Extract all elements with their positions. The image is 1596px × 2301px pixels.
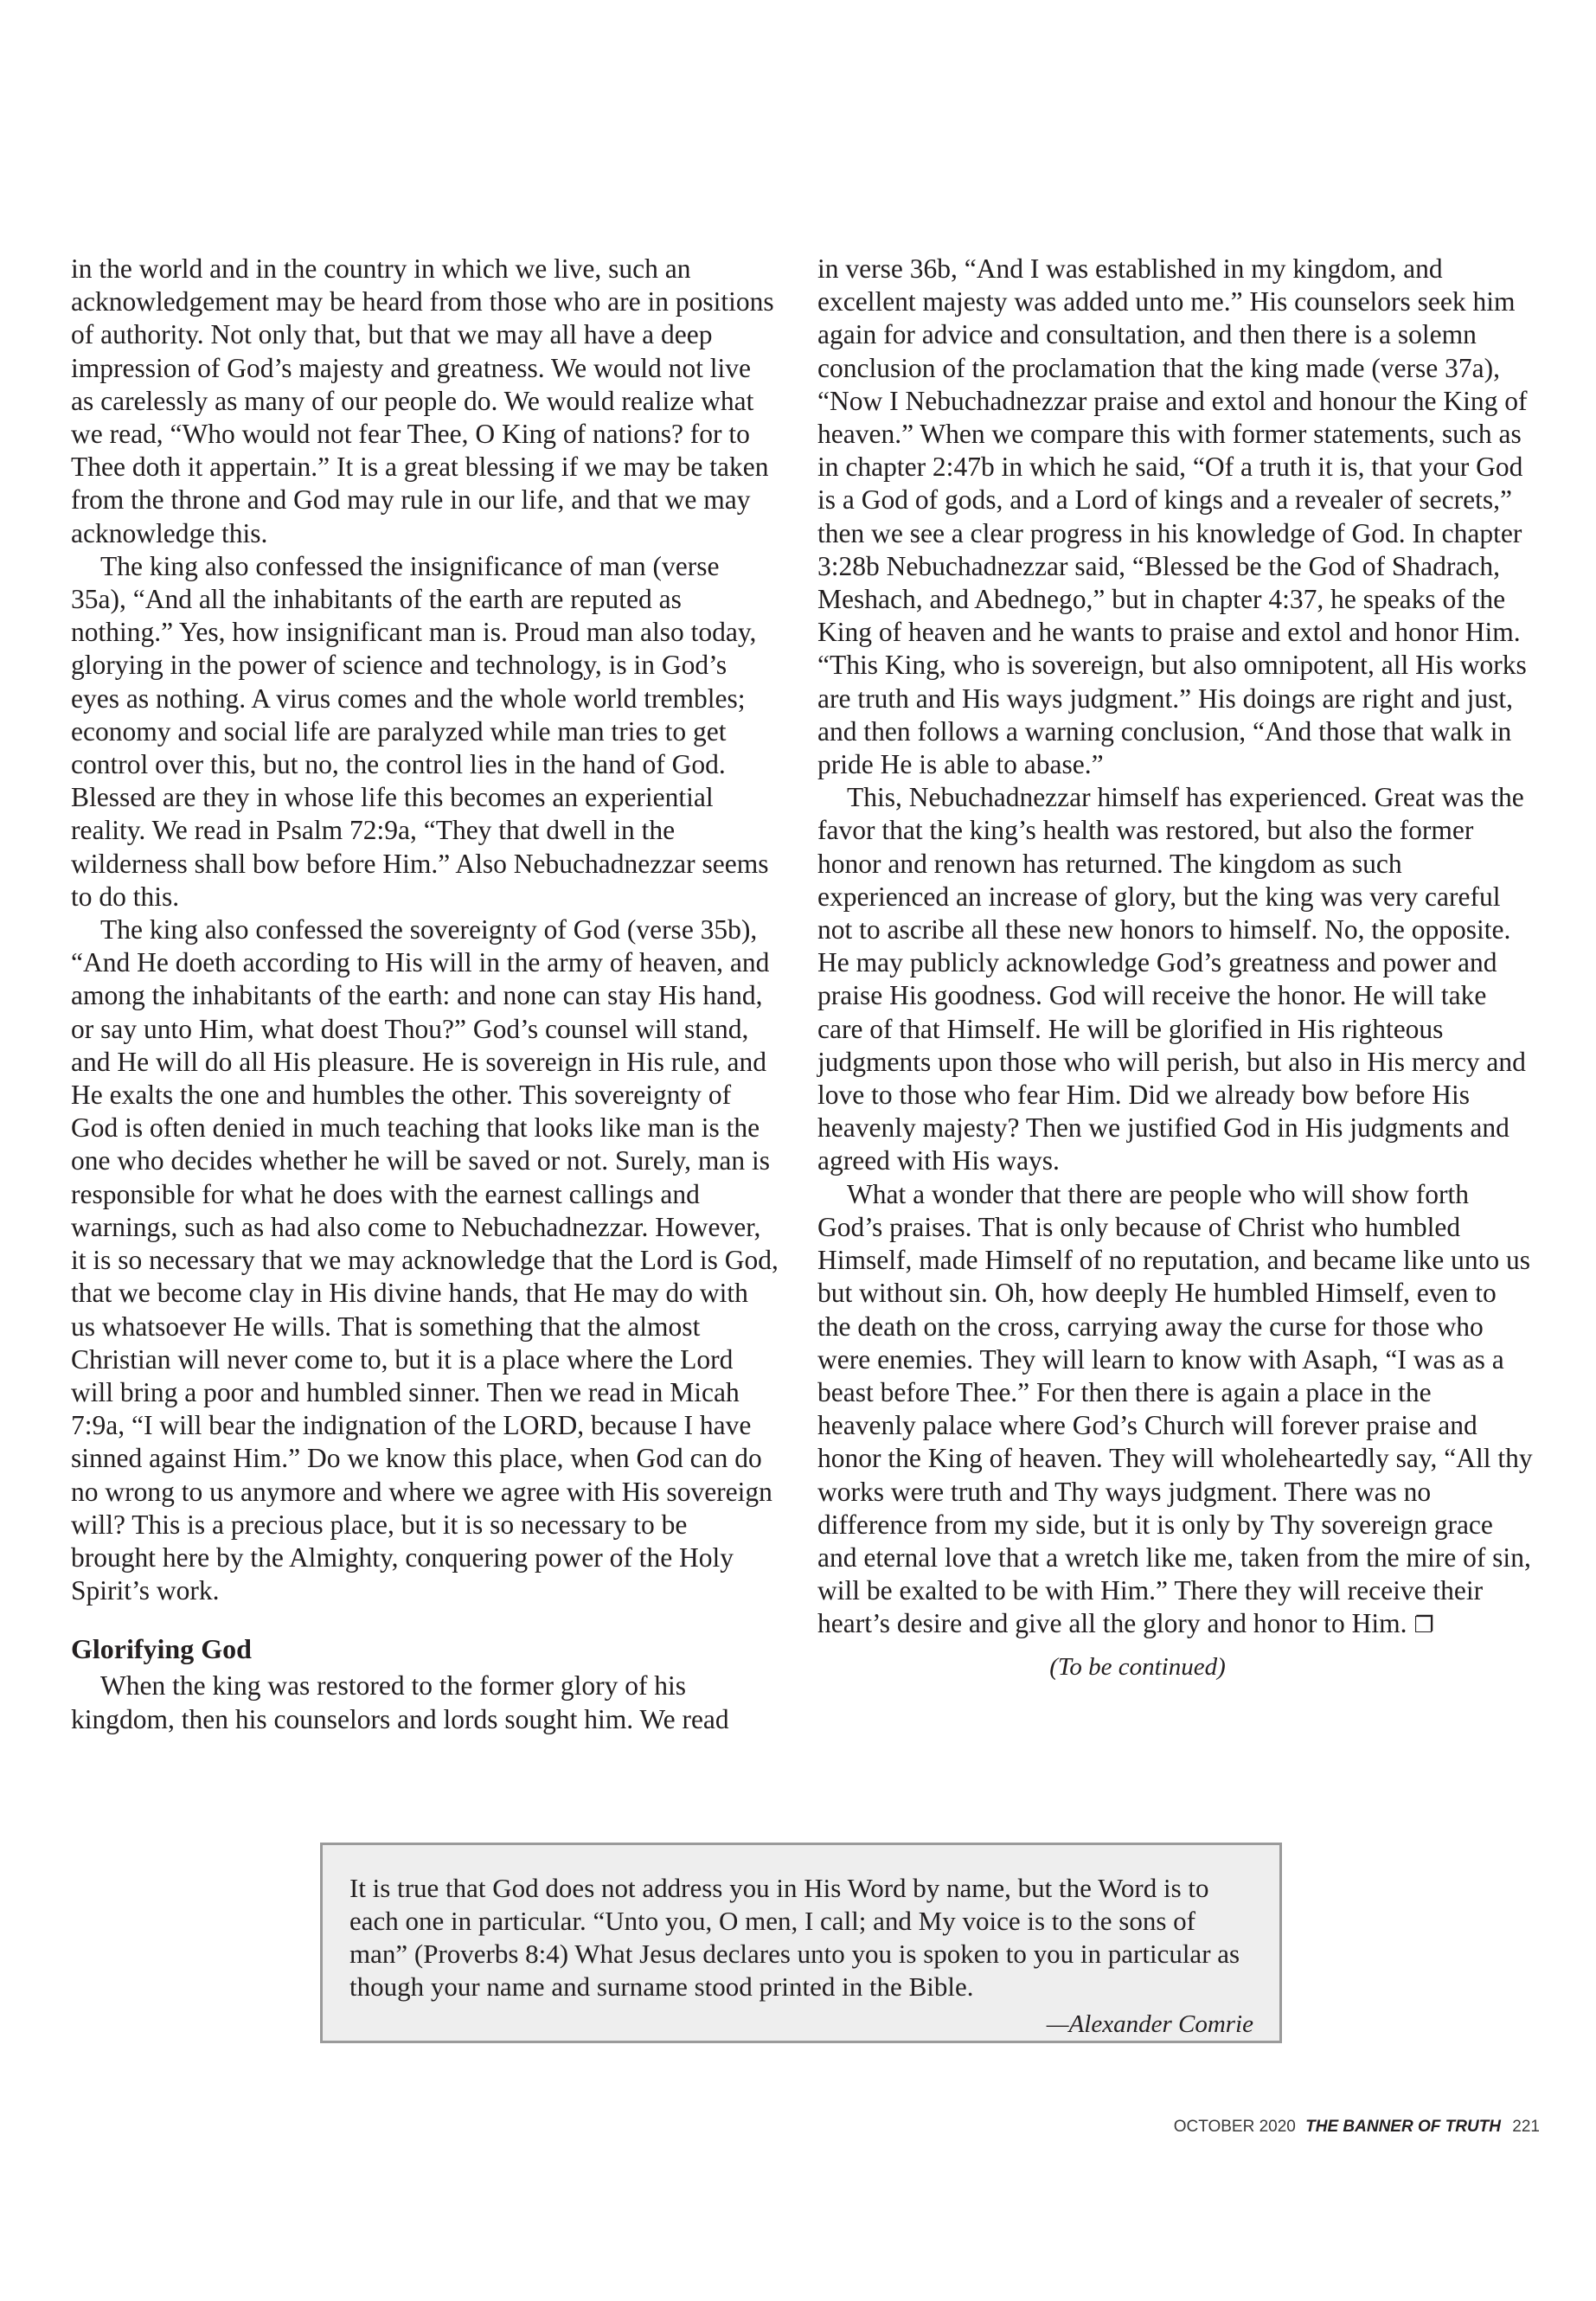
left-paragraph-3: The king also confessed the sovereignty of God (verse 35b), “And He doeth according to His will in the army of heaven, and among the inhabitants of the earth: and none can stay His hand, or say unto Him, what doest Thou?” God’s counsel will stand, and He will do all His pleasure. He is sovereign in His rule, and He exalts the one and humbles the other. This sovereignty of God is often denied in much teaching that looks like man is the one who decides whether he will be saved or not. Surely, man is responsible for what he does with the earnest callings and warnings, such as had also come to Nebuchadnezzar. However, it is so necessary that we may acknowledge that the Lord is God, that we become clay in His divine hands, that He may do with us whatsoever He wills. That is something that the almost Christian will never come to, but it is a place where the Lord will bring a poor and humbled sinner. Then we read in Micah 7:9a, “I will bear the indignation of the LORD, because I have sinned against Him.” Do we know this place, when God can do no wrong to us anymore and where we agree with His sovereign will? This is a precious place, but it is so necessary to be brought here by the Almighty, conquering power of the Holy Spirit’s work. [71, 914, 779, 1606]
right-paragraph-3-text: What a wonder that there are people who will show forth God’s praises. That is only because of Christ who humbled Himself, made Himself of no reputation, and became like unto us but without sin. Oh, how deeply He humbled Himself, even to the death on the cross, carrying away the curse for those who were enemies. They will learn to know with Asaph, “I was as a beast before Thee.” For then there is again a place in the heavenly palace where God’s Church will forever praise and honor the King of heaven. They will wholeheartedly say, “All thy works were truth and Thy ways judgment. There was no difference from my side, but it is only by Thy sovereign grace and eternal love that a wretch like me, taken from the mire of sin, will be exalted to be with Him.” There they will receive their heart’s desire and give all the glory and honor to Him. [817, 1178, 1533, 1639]
footer-date: OCTOBER 2020 [1173, 2118, 1296, 2136]
right-column [817, 253, 1535, 1682]
page-number: 221 [1512, 2118, 1540, 2136]
left-column [71, 253, 779, 1736]
quote-attribution: —Alexander Comrie [1046, 2010, 1253, 2038]
section-heading: Glorifying God [71, 1633, 252, 1665]
end-of-article-icon: ❐ [1413, 1612, 1434, 1639]
right-paragraph-1: in verse 36b, “And I was established in my kingdom, and excellent majesty was added unto me.” His counselors seek him again for advice and consultation, and then there is a solemn conclusion of the proclamation that the king made (verse 37a), “Now I Nebuchadnezzar praise and extol and honour the King of heaven.” When we compare this with former statements, such as in chapter 2:47b in which he said, “Of a truth it is, that your God is a God of gods, and a Lord of kings and a revealer of secrets,” then we see a clear progress in his knowledge of God. In chapter 3:28b Nebuchadnezzar said, “Blessed be the God of Shadrach, Meshach, and Abednego,” but in chapter 4:37, he speaks of the King of heaven and he wants to praise and extol and honor Him. “This King, who is sovereign, but also omnipotent, all His works are truth and His ways judgment.” His doings are right and just, and then follows a warning conclusion, “And those that walk in pride He is able to abase.” [817, 253, 1528, 780]
quote-box [320, 1843, 1282, 2043]
right-paragraph-2: This, Nebuchadnezzar himself has experienced. Great was the favor that the king’s health was restored, but also the former honor and renown has returned. The kingdom as such experienced an increase of glory, but the king was very careful not to ascribe all these new honors to himself. No, the opposite. He may publicly acknowledge God’s greatness and power and praise His goodness. God will receive the honor. He will take care of that Himself. He will be glorified in His righteous judgments upon those who will perish, but also in His mercy and love to those who fear Him. Did we already bow before His heavenly majesty? Then we justified God in His judgments and agreed with His ways. [817, 782, 1526, 1176]
left-paragraph-2: The king also confessed the insignificance of man (verse 35a), “And all the inhabitants of the earth are reputed as nothing.” Yes, how insignificant man is. Proud man also today, glorying in the power of science and technology, is in God’s eyes as nothing. A virus comes and the whole world trembles; economy and social life are paralyzed while man tries to get control over this, but no, the control lies in the hand of God. Blessed are they in whose life this becomes an experiential reality. We read in Psalm 72:9a, “They that dwell in the wilderness shall bow before Him.” Also Nebuchadnezzar seems to do this. [71, 550, 769, 912]
footer-publication: THE BANNER OF TRUTH [1305, 2118, 1502, 2136]
page-footer [1174, 2118, 1540, 2137]
left-paragraph-1: in the world and in the country in which we live, such an acknowledgement may be heard from those who are in positions of authority. Not only that, but that we may all have a deep impression of God’s majesty and greatness. We would not live as carelessly as many of our people do. We would realize what we read, “Who would not fear Thee, O King of nations? for to Thee doth it appertain.” It is a great blessing if we may be taken from the throne and God may rule in our life, and that we may acknowledge this. [71, 253, 774, 548]
left-paragraph-4: When the king was restored to the former glory of his kingdom, then his counselors and lords sought him. We read [71, 1670, 729, 1734]
to-be-continued: (To be continued) [1049, 1652, 1226, 1681]
quote-text: It is true that God does not address you in His Word by name, but the Word is to each one in particular. “Unto you, O men, I call; and My voice is to the sons of man” (Proverbs 8:4) What Jesus declares unto you is spoken to you in particular as though your name and surname stood printed in the Bible. [349, 1873, 1240, 2002]
right-paragraph-3 [817, 1178, 1535, 1643]
